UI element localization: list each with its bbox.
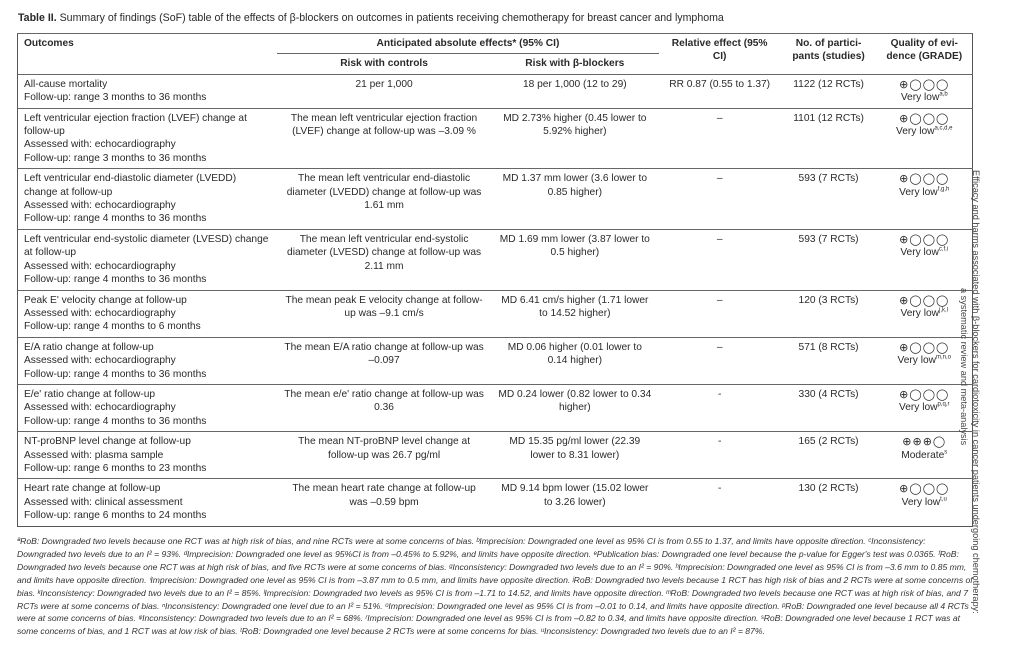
grade-symbols-icon: ⊕◯◯◯ <box>899 172 950 186</box>
outcome-name: NT-proBNP level change at follow-up <box>24 436 191 448</box>
outcome-name: Left ventricular ejection fraction (LVEF) change at follow-up <box>24 112 247 138</box>
table-row <box>18 108 973 169</box>
outcome-name: Left ventricular end-diastolic diameter (LVEDD) change at follow-up <box>24 173 237 198</box>
cell-outcome <box>18 290 278 337</box>
cell-risk-blockers: 18 per 1,000 (12 to 29) <box>491 74 659 108</box>
grade-footnote-ref: a,c,d,e <box>934 125 953 132</box>
grade-footnote-ref: m,n,o <box>936 354 952 361</box>
table-row <box>18 432 973 479</box>
grade-symbols-icon: ⊕◯◯◯ <box>899 77 950 91</box>
table-row <box>18 384 973 431</box>
header-participants: No. of partici-pants (studies) <box>781 34 877 75</box>
cell-risk-blockers: MD 6.41 cm/s higher (1.71 lower to 14.52 higher) <box>491 290 659 337</box>
cell-risk-controls: The mean NT-proBNP level change at follow-up was 26.7 pg/ml <box>277 432 491 479</box>
grade-symbols-icon: ⊕◯◯◯ <box>899 482 950 496</box>
outcome-detail: Assessed with: echocardiography <box>24 200 176 212</box>
grade-label: Moderate <box>901 449 945 461</box>
cell-relative-effect: – <box>659 290 781 337</box>
cell-outcome <box>18 229 278 290</box>
grade-footnote-ref: f,g,h <box>937 186 950 193</box>
outcome-detail: Follow-up: range 4 months to 36 months <box>24 368 207 380</box>
table-row <box>18 229 973 290</box>
cell-risk-blockers: MD 1.69 mm lower (3.87 lower to 0.5 higher) <box>491 229 659 290</box>
cell-participants: 165 (2 RCTs) <box>781 432 877 479</box>
cell-relative-effect: – <box>659 229 781 290</box>
cell-participants: 120 (3 RCTs) <box>781 290 877 337</box>
outcome-detail: Follow-up: range 4 months to 6 months <box>24 321 201 333</box>
cell-risk-controls: The mean heart rate change at follow-up was –0.59 bpm <box>277 479 491 526</box>
grade-label: Very low <box>900 92 940 104</box>
header-quality: Quality of evi-dence (GRADE) <box>877 34 973 75</box>
cell-risk-controls: The mean E/A ratio change at follow-up was –0.097 <box>277 337 491 384</box>
grade-symbols-icon: ⊕⊕⊕◯ <box>902 435 947 449</box>
outcome-name: All-cause mortality <box>24 78 108 90</box>
grade-symbols-icon: ⊕◯◯◯ <box>899 232 950 246</box>
outcome-detail: Assessed with: echocardiography <box>24 139 176 151</box>
running-title-line-1: Efficacy and harms associated with β-blockers for cardiotoxicity in cancer patients undergoing chemotherapy: <box>971 170 981 614</box>
cell-risk-blockers: MD 0.24 lower (0.82 lower to 0.34 higher) <box>491 384 659 431</box>
outcome-detail: Assessed with: echocardiography <box>24 260 176 272</box>
cell-relative-effect: - <box>659 479 781 526</box>
cell-outcome <box>18 479 278 526</box>
outcome-name: Peak E' velocity change at follow-up <box>24 294 187 306</box>
outcome-detail: Assessed with: echocardiography <box>24 307 176 319</box>
outcome-name: Left ventricular end-systolic diameter (LVESD) change at follow-up <box>24 233 269 259</box>
table-body <box>18 74 973 526</box>
table-row <box>18 290 973 337</box>
grade-footnote-ref: j,k,l <box>939 307 949 314</box>
cell-outcome <box>18 169 278 230</box>
outcome-detail: Follow-up: range 3 months to 36 months <box>24 92 207 104</box>
cell-relative-effect: RR 0.87 (0.55 to 1.37) <box>659 74 781 108</box>
grade-footnote-ref: s <box>944 449 948 456</box>
cell-participants: 571 (8 RCTs) <box>781 337 877 384</box>
cell-risk-controls: 21 per 1,000 <box>277 74 491 108</box>
cell-relative-effect: - <box>659 384 781 431</box>
cell-outcome <box>18 384 278 431</box>
cell-outcome <box>18 108 278 169</box>
grade-label: Very low <box>900 247 939 259</box>
outcome-name: E/e' ratio change at follow-up <box>24 388 156 400</box>
grade-label: Very low <box>897 355 936 367</box>
cell-participants: 1122 (12 RCTs) <box>781 74 877 108</box>
cell-participants: 1101 (12 RCTs) <box>781 108 877 169</box>
header-risk-blockers: Risk with β-blockers <box>491 54 659 74</box>
header-relative-effect: Relative effect (95% CI) <box>659 34 781 75</box>
grade-label: Very low <box>900 307 940 319</box>
running-title-line-2: a systematic review and meta-analysis <box>959 288 969 446</box>
outcome-detail: Assessed with: plasma sample <box>24 449 164 461</box>
outcome-name: E/A ratio change at follow-up <box>24 341 154 353</box>
header-anticipated-effects: Anticipated absolute effects* (95% CI) <box>277 34 659 54</box>
cell-participants: 593 (7 RCTs) <box>781 229 877 290</box>
outcome-detail: Assessed with: echocardiography <box>24 355 176 367</box>
cell-risk-controls: The mean left ventricular ejection fraction (LVEF) change at follow-up was –3.09 % <box>277 108 491 169</box>
grade-label: Very low <box>898 402 938 414</box>
cell-risk-blockers: MD 15.35 pg/ml lower (22.39 lower to 8.31 lower) <box>491 432 659 479</box>
cell-risk-controls: The mean left ventricular end-systolic diameter (LVESD) change at follow-up was 2.11 mm <box>277 229 491 290</box>
table-row <box>18 169 973 230</box>
cell-relative-effect: – <box>659 337 781 384</box>
cell-participants: 593 (7 RCTs) <box>781 169 877 230</box>
outcome-name: Heart rate change at follow-up <box>24 483 161 495</box>
table-label: Table II. <box>18 12 57 24</box>
cell-relative-effect: - <box>659 432 781 479</box>
cell-relative-effect: – <box>659 108 781 169</box>
outcome-detail: Follow-up: range 6 months to 23 months <box>24 462 207 474</box>
grade-symbols-icon: ⊕◯◯◯ <box>899 340 950 354</box>
outcome-detail: Follow-up: range 6 months to 24 months <box>24 510 207 522</box>
header-row-1 <box>18 34 973 54</box>
cell-quality <box>877 74 973 108</box>
cell-risk-blockers: MD 0.06 higher (0.01 lower to 0.14 higher) <box>491 337 659 384</box>
cell-outcome <box>18 432 278 479</box>
outcome-detail: Follow-up: range 4 months to 36 months <box>24 415 207 427</box>
footnotes: ªRoB: Downgraded two levels because one RCT was at high risk of bias, and nine RCTs were at some concerns of bias. ᵇImprecision: Downgraded one level as 95% CI is from 0.55 to 1.37, and limits have opposite direction. ᶜInconsistency: Downgraded two levels due to an I² = 93%. ᵈImprecision: Downgraded one level as 95%CI is from –0.45% to 5.92%, and limits have opposite direction. ᵉPublication bias: Downgraded one level because the p-value for Egger's test was 0.0365. ᶠRoB: Downgraded two levels because one RCT was at high risk of bias, and five RCTs were at some concerns of bias. ᵍInconsistency: Downgraded two levels due to an I² = 90%. ʰImprecision: Downgraded one level as 95% CI is from –3.6 mm to 0.85 mm, and limits have opposite direction. ⁱImprecision: Downgraded one level as 95% CI is from –3.87 mm to 0.5 mm, and limits have opposite direction. ʲRoB: Downgraded two levels because 1 RCT has high risk of bias and 2 RCTs were at some concerns of bias. ᵏInconsistency: Downgraded two levels due to an I² = 85%. ˡImprecision: Downgraded two levels as 95% CI is from –1.71 to 14.52, and limits have opposite direction. ᵐRoB: Downgraded two levels because one RCT was at high risk of bias, and 7 RCTs were at some concerns of bias. ⁿInconsistency: Downgraded one level due to an I² = 51%. ᵒImprecision: Downgraded one level as 95% CI is from –0.01 to 0.14, and limits have opposite direction. ᵖRoB: Downgraded one level because all 4 RCTs were at some concerns of bias. ᵠInconsistency: Downgraded two levels due to an I² = 68%. ʳImprecision: Downgraded one level as 95% CI is from –0.82 to 0.34, and limits have opposite direction. ˢRoB: Downgraded one level because 1 RCT was at some concerns of bias, and 1 RCT was at low risk of bias. ᵗRoB: Downgraded one level because 2 RCTs were at some concerns for bias. ᵘInconsistency: Downgraded two levels due to an I² = 87%. <box>17 536 973 637</box>
header-risk-controls: Risk with controls <box>277 54 491 74</box>
grade-footnote-ref: c,f,i <box>938 246 949 253</box>
table-row <box>18 479 973 526</box>
cell-risk-blockers: MD 1.37 mm lower (3.6 lower to 0.85 higher) <box>491 169 659 230</box>
outcome-detail: Follow-up: range 3 months to 36 months <box>24 152 207 164</box>
outcome-detail: Assessed with: clinical assessment <box>24 496 183 508</box>
grade-symbols-icon: ⊕◯◯◯ <box>899 293 950 307</box>
cell-relative-effect: – <box>659 169 781 230</box>
cell-risk-blockers: MD 9.14 bpm lower (15.02 lower to 3.26 lower) <box>491 479 659 526</box>
running-title <box>942 170 982 630</box>
cell-quality <box>877 108 973 169</box>
header-outcomes: Outcomes <box>18 34 278 75</box>
grade-label: Very low <box>899 186 938 198</box>
outcome-detail: Follow-up: range 4 months to 36 months <box>24 213 207 225</box>
cell-outcome <box>18 337 278 384</box>
table-row <box>18 74 973 108</box>
grade-label: Very low <box>895 126 935 138</box>
cell-outcome <box>18 74 278 108</box>
table-caption <box>18 12 978 24</box>
grade-label: Very low <box>901 496 941 508</box>
table-title: Summary of findings (SoF) table of the effects of β-blockers on outcomes in patients receiving chemotherapy for breast cancer and lymphoma <box>59 12 724 24</box>
cell-risk-blockers: MD 2.73% higher (0.45 lower to 5.92% higher) <box>491 108 659 169</box>
cell-risk-controls: The mean e/e' ratio change at follow-up was 0.36 <box>277 384 491 431</box>
grade-symbols-icon: ⊕◯◯◯ <box>899 111 950 125</box>
table-row <box>18 337 973 384</box>
outcome-detail: Follow-up: range 4 months to 36 months <box>24 274 207 286</box>
grade-symbols-icon: ⊕◯◯◯ <box>899 387 950 401</box>
cell-risk-controls: The mean left ventricular end-diastolic diameter (LVEDD) change at follow-up was 1.61 mm <box>277 169 491 230</box>
summary-of-findings-table <box>17 33 973 527</box>
cell-risk-controls: The mean peak E velocity change at follow-up was –9.1 cm/s <box>277 290 491 337</box>
cell-participants: 330 (4 RCTs) <box>781 384 877 431</box>
grade-footnote-ref: a,b <box>939 91 948 98</box>
grade-footnote-ref: t,u <box>940 496 947 503</box>
outcome-detail: Assessed with: echocardiography <box>24 402 176 414</box>
grade-footnote-ref: p,q,r <box>937 401 950 408</box>
cell-participants: 130 (2 RCTs) <box>781 479 877 526</box>
